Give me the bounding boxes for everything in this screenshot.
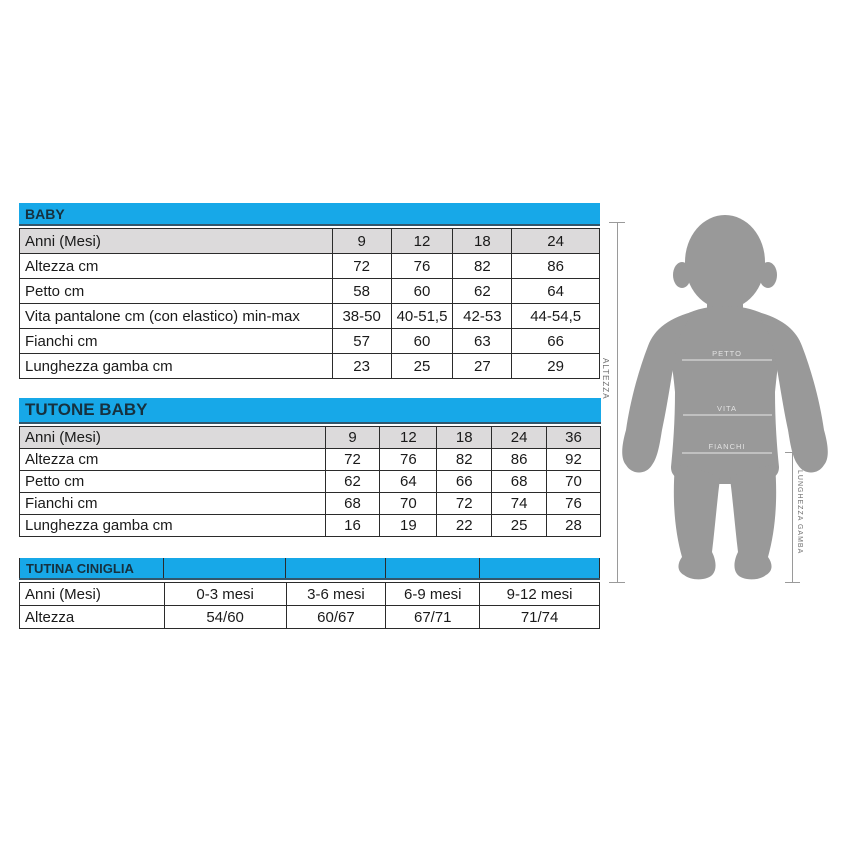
cell-value: 66 <box>512 329 600 354</box>
cell-value: 24 <box>512 229 600 254</box>
cell-value: 3-6 mesi <box>286 583 386 606</box>
cell-value: 19 <box>380 515 437 537</box>
cell-value: 70 <box>547 471 601 493</box>
height-measure-cap-bottom <box>609 582 625 583</box>
tutina-band-cell <box>480 558 600 578</box>
cell-value: 18 <box>437 427 492 449</box>
leg-measure-label: LUNGHEZZA GAMBA <box>796 470 803 555</box>
chest-label: PETTO <box>712 349 742 358</box>
cell-value: 86 <box>512 254 600 279</box>
row-label: Anni (Mesi) <box>20 583 165 606</box>
row-label: Vita pantalone cm (con elastico) min-max <box>20 304 333 329</box>
cell-value: 71/74 <box>480 606 600 629</box>
baby-table-title: BABY <box>25 205 65 222</box>
cell-value: 82 <box>453 254 512 279</box>
cell-value: 0-3 mesi <box>164 583 286 606</box>
table-row <box>20 329 600 354</box>
cell-value: 22 <box>437 515 492 537</box>
tutone-table-title: TUTONE BABY <box>25 400 148 419</box>
cell-value: 42-53 <box>453 304 512 329</box>
cell-value: 64 <box>512 279 600 304</box>
cell-value: 9-12 mesi <box>480 583 600 606</box>
table-row <box>20 606 600 629</box>
cell-value: 9 <box>325 427 380 449</box>
baby-table-grid <box>19 228 600 379</box>
cell-value: 70 <box>380 493 437 515</box>
baby-size-table <box>19 203 600 379</box>
cell-value: 76 <box>380 449 437 471</box>
cell-value: 63 <box>453 329 512 354</box>
height-measure-cap-top <box>609 222 625 223</box>
cell-value: 74 <box>492 493 547 515</box>
cell-value: 60/67 <box>286 606 386 629</box>
cell-value: 12 <box>380 427 437 449</box>
cell-value: 16 <box>325 515 380 537</box>
tutina-band-cell <box>286 558 386 578</box>
cell-value: 6-9 mesi <box>386 583 480 606</box>
waist-label: VITA <box>716 404 738 413</box>
cell-value: 62 <box>453 279 512 304</box>
tutina-table-header-band <box>19 558 600 580</box>
cell-value: 40-51,5 <box>391 304 453 329</box>
leg-measure-line <box>792 452 793 582</box>
table-row <box>20 493 601 515</box>
cell-value: 25 <box>492 515 547 537</box>
hips-label: FIANCHI <box>708 442 746 451</box>
row-label: Altezza cm <box>20 254 333 279</box>
cell-value: 66 <box>437 471 492 493</box>
cell-value: 60 <box>391 329 453 354</box>
row-label: Altezza <box>20 606 165 629</box>
row-label: Petto cm <box>20 279 333 304</box>
tutina-table-grid <box>19 582 600 629</box>
tutina-band-cell <box>164 558 286 578</box>
cell-value: 27 <box>453 354 512 379</box>
table-row <box>20 229 600 254</box>
baby-table-header-band <box>19 203 600 226</box>
tutone-table-header-band <box>19 398 601 424</box>
row-label: Fianchi cm <box>20 329 333 354</box>
cell-value: 57 <box>332 329 391 354</box>
tutina-table-title: TUTINA CINIGLIA <box>26 560 134 576</box>
table-row <box>20 254 600 279</box>
row-label: Anni (Mesi) <box>20 427 326 449</box>
cell-value: 24 <box>492 427 547 449</box>
cell-value: 44-54,5 <box>512 304 600 329</box>
cell-value: 60 <box>391 279 453 304</box>
cell-value: 86 <box>492 449 547 471</box>
cell-value: 72 <box>332 254 391 279</box>
cell-value: 68 <box>492 471 547 493</box>
height-measure-line <box>617 222 618 582</box>
leg-measure-cap-top <box>785 452 800 453</box>
tutone-baby-size-table <box>19 398 601 537</box>
tutina-ciniglia-size-table <box>19 558 600 629</box>
cell-value: 29 <box>512 354 600 379</box>
row-label: Petto cm <box>20 471 326 493</box>
cell-value: 38-50 <box>332 304 391 329</box>
table-row <box>20 471 601 493</box>
cell-value: 12 <box>391 229 453 254</box>
row-label: Lunghezza gamba cm <box>20 515 326 537</box>
cell-value: 58 <box>332 279 391 304</box>
row-label: Anni (Mesi) <box>20 229 333 254</box>
height-measure-label: ALTEZZA <box>601 358 610 400</box>
table-row <box>20 449 601 471</box>
row-label: Lunghezza gamba cm <box>20 354 333 379</box>
cell-value: 54/60 <box>164 606 286 629</box>
cell-value: 9 <box>332 229 391 254</box>
cell-value: 64 <box>380 471 437 493</box>
cell-value: 92 <box>547 449 601 471</box>
table-row <box>20 515 601 537</box>
row-label: Fianchi cm <box>20 493 326 515</box>
cell-value: 28 <box>547 515 601 537</box>
row-label: Altezza cm <box>20 449 326 471</box>
tutina-table-title-cell <box>19 558 164 578</box>
table-row <box>20 304 600 329</box>
cell-value: 82 <box>437 449 492 471</box>
cell-value: 18 <box>453 229 512 254</box>
cell-value: 76 <box>547 493 601 515</box>
cell-value: 76 <box>391 254 453 279</box>
table-row <box>20 279 600 304</box>
tutone-table-grid <box>19 426 601 537</box>
cell-value: 68 <box>325 493 380 515</box>
cell-value: 72 <box>437 493 492 515</box>
cell-value: 25 <box>391 354 453 379</box>
table-row <box>20 354 600 379</box>
cell-value: 36 <box>547 427 601 449</box>
leg-measure-cap-bottom <box>785 582 800 583</box>
table-row <box>20 427 601 449</box>
cell-value: 23 <box>332 354 391 379</box>
cell-value: 72 <box>325 449 380 471</box>
cell-value: 67/71 <box>386 606 480 629</box>
table-row <box>20 583 600 606</box>
tutina-band-cell <box>386 558 480 578</box>
cell-value: 62 <box>325 471 380 493</box>
